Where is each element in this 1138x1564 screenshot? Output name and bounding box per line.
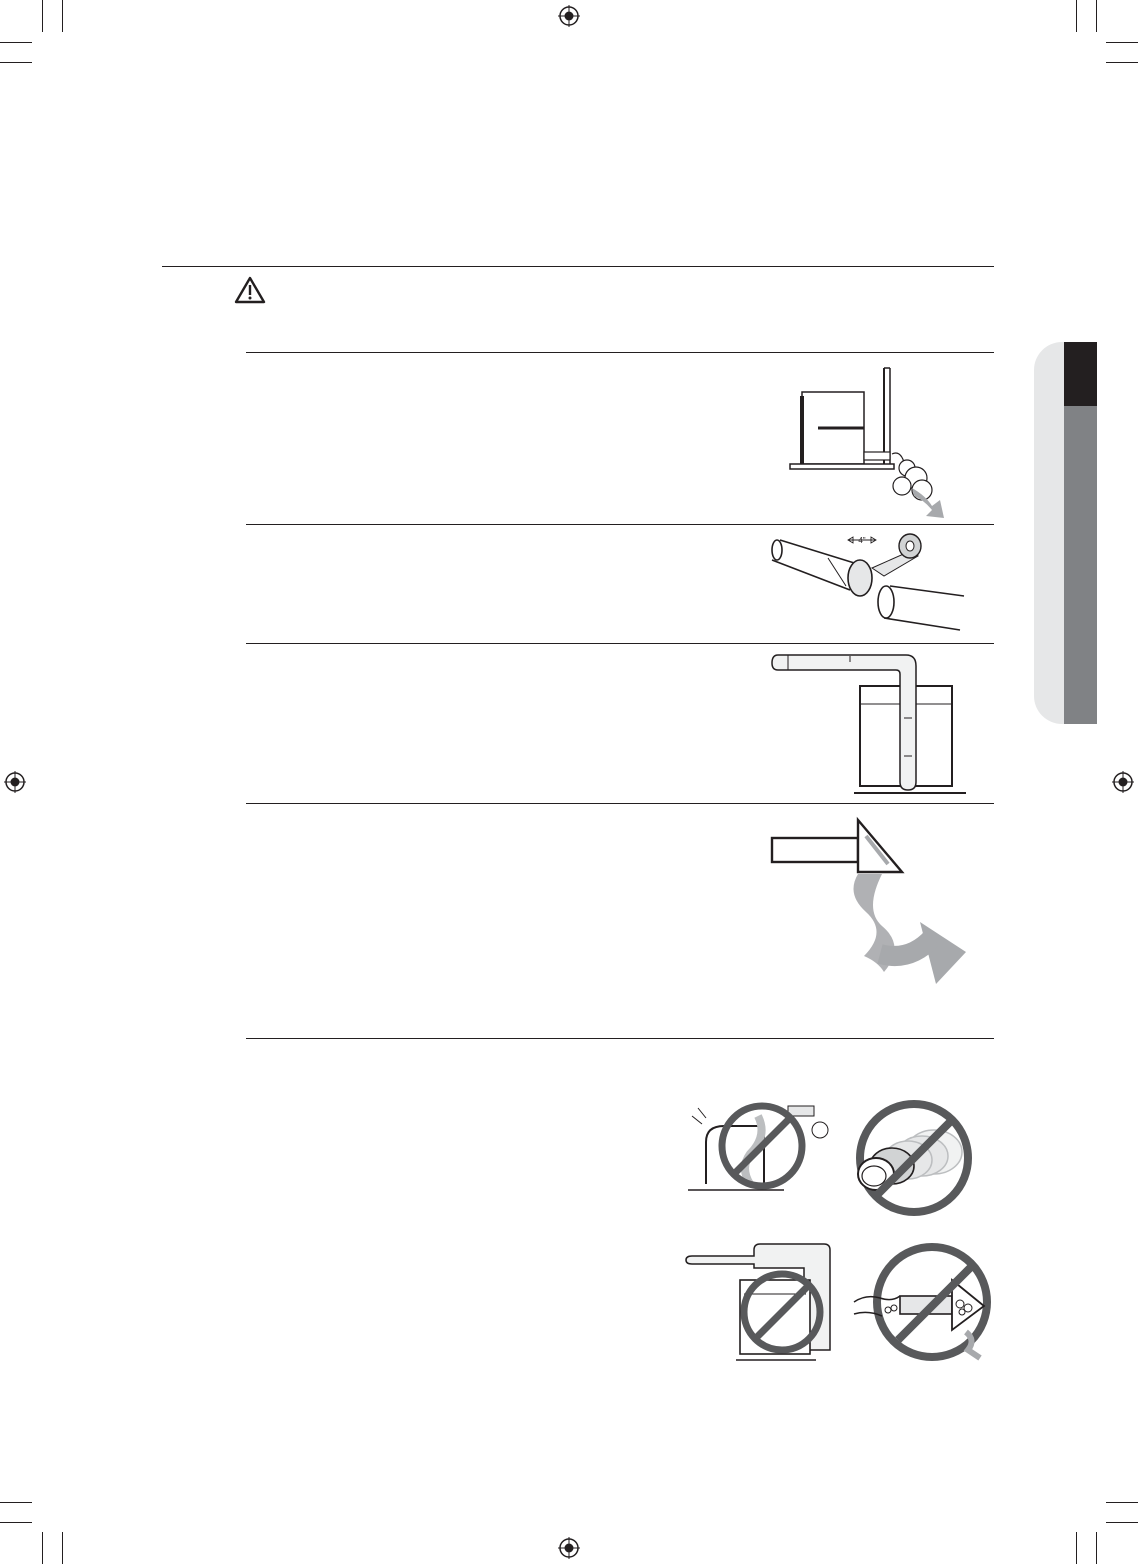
- section-divider: [246, 643, 994, 644]
- prohibition-circle-icon: [736, 1266, 828, 1358]
- prohibited-duct-over-dryer-illustration: [684, 1240, 834, 1366]
- registration-mark-icon: [558, 5, 580, 27]
- lint-exhaust-illustration: [780, 362, 980, 522]
- chapter-tab-inactive: [1064, 406, 1097, 724]
- warning-triangle-icon: [234, 276, 266, 304]
- prohibited-foil-duct-illustration: [848, 1096, 978, 1224]
- registration-mark-icon: [4, 771, 26, 793]
- dimension-label: 4": [858, 536, 866, 545]
- exhaust-hood-illustration: [770, 814, 970, 990]
- duct-routing-illustration: [770, 650, 970, 800]
- prohibition-circle-icon: [714, 1098, 810, 1194]
- prohibited-screened-hood-illustration: [850, 1240, 998, 1366]
- section-divider: [246, 524, 994, 525]
- chapter-tab-background: [1034, 342, 1064, 724]
- prohibited-flexible-duct-illustration: [684, 1096, 834, 1196]
- section-divider: [246, 803, 994, 804]
- section-divider: [246, 352, 994, 353]
- section-divider: [246, 1038, 994, 1039]
- duct-tape-joint-illustration: [768, 530, 968, 638]
- section-divider-top: [162, 266, 994, 267]
- registration-mark-icon: [1112, 771, 1134, 793]
- registration-mark-icon: [558, 1537, 580, 1559]
- chapter-tab-active: [1064, 342, 1097, 406]
